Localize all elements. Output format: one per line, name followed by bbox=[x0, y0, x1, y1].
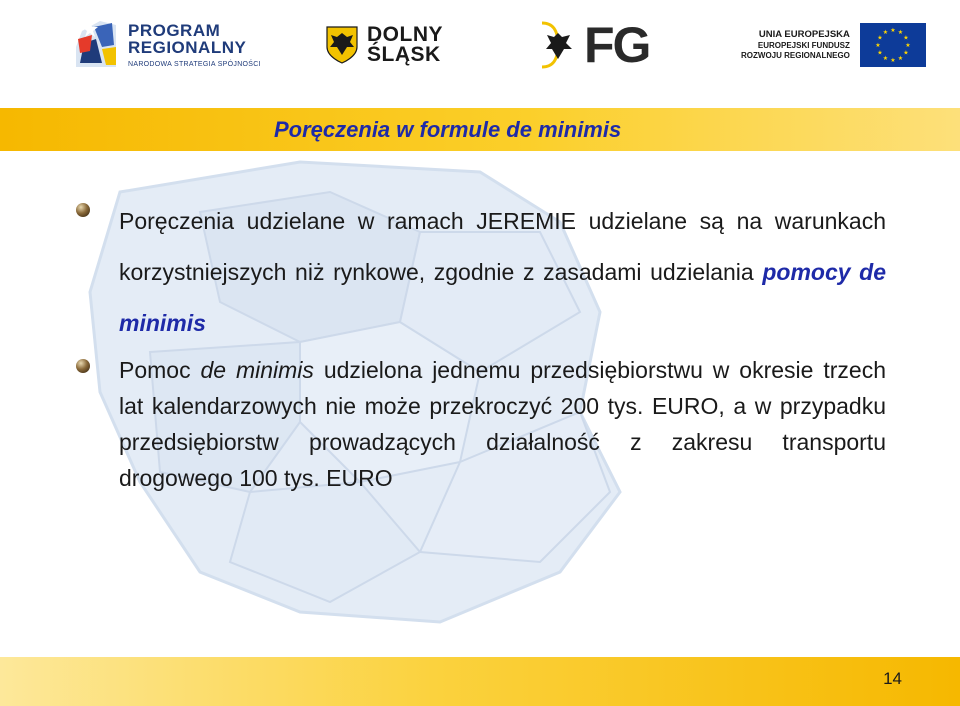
svg-text:★: ★ bbox=[890, 57, 896, 64]
unia-europejska-line3: ROZWOJU REGIONALNEGO bbox=[741, 50, 850, 60]
svg-text:★: ★ bbox=[903, 49, 909, 57]
bullet-1-main: Poręczenia udzielane w ramach JEREMIE udzielane są na warunkach korzystniejszych niż rynkowe, zgodnie z zasadami udzielania bbox=[119, 208, 886, 285]
program-regionalny-line1: PROGRAM bbox=[128, 21, 221, 40]
bullet-1-highlight: pomocy de minimis bbox=[119, 259, 886, 336]
unia-europejska-line2: EUROPEJSKI FUNDUSZ bbox=[757, 40, 850, 50]
page-number: 14 bbox=[883, 669, 902, 688]
bullet-icon bbox=[76, 203, 90, 217]
bullet-2-prefix: Pomoc bbox=[119, 357, 201, 383]
fg-logo-text: FG bbox=[584, 17, 650, 73]
svg-text:★: ★ bbox=[882, 55, 889, 62]
unia-europejska-line1: UNIA EUROPEJSKA bbox=[758, 29, 850, 41]
bullet-icon bbox=[76, 359, 90, 373]
program-regionalny-line2: REGIONALNY bbox=[128, 38, 247, 57]
svg-text:★: ★ bbox=[882, 29, 889, 36]
slide-title: Poręczenia w formule de minimis bbox=[274, 117, 622, 142]
bullet-1-text bbox=[119, 196, 886, 349]
program-regionalny-line3: NARODOWA STRATEGIA SPÓJNOŚCI bbox=[128, 61, 261, 68]
svg-text:★: ★ bbox=[905, 42, 911, 49]
bullet-2-rest: udzielona jednemu przedsiębiorstwu w okresie trzech lat kalendarzowych nie może przekroczyć 200 tys. EURO, a w przypadku przedsiębiorstw prowadzących działalność z zakresu transportu drogowego 100 tys. EURO bbox=[119, 357, 886, 491]
svg-text:★: ★ bbox=[897, 29, 904, 36]
footer-bar bbox=[0, 657, 960, 706]
svg-text:★: ★ bbox=[890, 27, 896, 34]
svg-text:★: ★ bbox=[877, 49, 883, 57]
bullet-2-text bbox=[119, 352, 886, 496]
svg-text:★: ★ bbox=[897, 55, 904, 62]
dolny-slask-line1: DOLNY bbox=[367, 23, 443, 47]
dolny-slask-line2: ŚLĄSK bbox=[367, 43, 441, 66]
bullet-2-italic: de minimis bbox=[200, 357, 314, 383]
svg-text:★: ★ bbox=[877, 34, 883, 42]
svg-text:★: ★ bbox=[903, 34, 909, 42]
svg-text:★: ★ bbox=[875, 42, 881, 49]
